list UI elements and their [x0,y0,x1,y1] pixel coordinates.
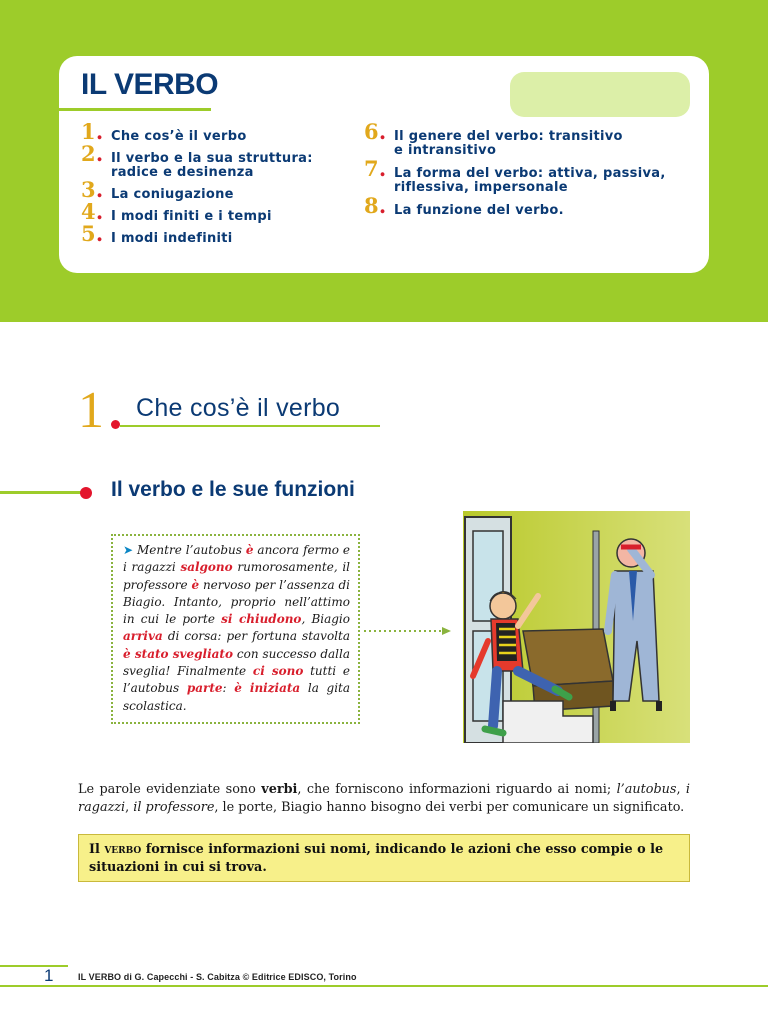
toc-item-3 [81,177,371,202]
dotted-arrow-icon [362,626,452,636]
story-segment: di corsa: per fortuna stavolta [162,629,350,644]
paragraph-segment: Le parole evidenziate sono [78,782,262,797]
highlighted-verb: arriva [123,629,163,644]
definition-box [78,834,690,882]
definition-text: fornisce informazioni sui nomi, indicando le azioni che esso compie o le situazioni in cui si trova. [89,842,664,875]
story-segment: con successo dalla sveglia! Finalmente [123,646,350,679]
toc-item-4 [81,199,371,224]
bold-term: verbi [261,782,298,797]
toc-left-column [81,119,371,254]
section-number: 1 [78,382,104,439]
highlighted-verb: si chiudono [221,612,302,627]
arrow-bullet-icon: ➤ [123,543,134,557]
subsection-dot [80,487,92,499]
toc-item-7 [364,156,694,195]
toc-item-number: 5. [81,221,104,246]
highlighted-verb: salgono [180,560,233,575]
toc-item-label: radice e desinenza [111,165,254,180]
toc-item-6 [364,119,694,158]
footer-rule-short [0,965,68,967]
paragraph-segment: , che forniscono informazioni riguardo ai nomi; [297,782,617,797]
toc-item-number: 1. [81,119,104,144]
highlighted-verb: è iniziata [234,681,301,696]
highlighted-verb: parte [186,681,223,696]
highlighted-verb: è [245,543,254,557]
toc-item-label: I modi finiti e i tempi [111,209,272,224]
footer-credits: IL VERBO di G. Capecchi - S. Cabitza © Editrice EDISCO, Torino [78,972,357,982]
story-segment: la gita scolastica. [123,681,351,713]
page-number: 1 [44,966,54,985]
highlighted-verb: è stato svegliato [123,646,233,661]
toc-item-8 [364,193,694,218]
story-segment: Mentre l’autobus [137,543,246,557]
highlighted-verb: è [191,577,200,592]
toc-item-label: La funzione del verbo. [394,203,564,218]
toc-card [59,56,709,273]
toc-item-label: I modi indefiniti [111,231,233,246]
chapter-badge [510,72,690,117]
story-segment: , Biagio [301,612,350,627]
story-segment: ancora fermo e i ragazzi [123,543,350,575]
story-box [111,534,360,724]
toc-item-label: La forma del verbo: attiva, passiva, [394,166,666,181]
explanation-paragraph [78,781,690,817]
highlighted-verb: ci sono [252,664,304,679]
paragraph-segment: , [125,800,134,815]
story-segment: nervoso per l’assenza di Biagio. Intanto, proprio nell’attimo in cui le porte [123,577,350,627]
chapter-title: IL VERBO [81,68,219,101]
toc-item-number: 8. [364,193,387,218]
title-underline [59,108,211,111]
subsection-rule [0,491,84,494]
definition-keyword: verbo [104,842,142,857]
bus-scene-illustration [463,511,690,743]
toc-item-label: riflessiva, impersonale [394,180,568,195]
footer-rule [0,985,768,987]
toc-item-label: La coniugazione [111,187,234,202]
toc-item-5 [81,221,371,246]
definition-prefix: Il [89,842,105,857]
story-segment: rumorosamente, il professore [123,560,350,592]
italic-term: l’autobus [616,782,677,797]
story-text [123,543,350,713]
toc-item-number: 4. [81,199,104,224]
italic-term: il professore [133,800,215,815]
paragraph-segment: , le porte, Biagio hanno bisogno dei verbi per comunicare un significato. [214,800,685,815]
story-segment: tutti e l’autobus [123,664,350,696]
toc-item-number: 3. [81,177,104,202]
toc-item-number: 6. [364,119,387,144]
toc-item-label: e intransitivo [394,143,497,158]
toc-item-2 [81,141,371,180]
subsection-title: Il verbo e le sue funzioni [111,478,355,501]
paragraph-segment: , [676,782,686,797]
story-segment: : [222,681,235,696]
italic-term: i ragazzi [78,782,691,815]
toc-item-number: 2. [81,141,104,166]
toc-item-label: Che cos’è il verbo [111,129,247,144]
section-underline [120,425,380,427]
toc-item-label: Il verbo e la sua struttura: [111,151,313,166]
toc-item-number: 7. [364,156,387,181]
section-dot [111,420,120,429]
toc-item-1 [81,119,371,144]
section-title: Che cos’è il verbo [136,394,341,422]
toc-item-label: Il genere del verbo: transitivo [394,129,623,144]
toc-right-column [364,119,694,227]
